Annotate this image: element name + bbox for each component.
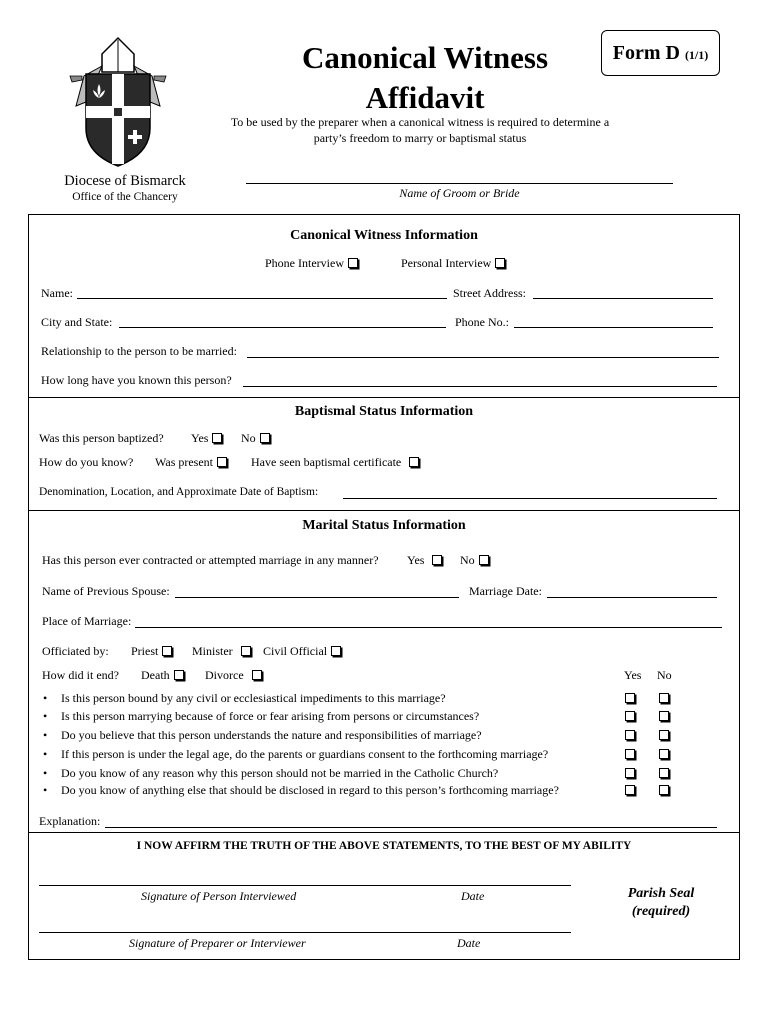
phone-number-field[interactable] [514, 327, 713, 328]
phone-number-label: Phone No.: [455, 315, 509, 329]
contracted-question: Has this person ever contracted or attempted marriage in any manner? [42, 553, 379, 567]
priest-option[interactable] [131, 644, 172, 659]
denomination-field[interactable] [343, 498, 717, 499]
city-state-label: City and State: [41, 315, 113, 329]
preparer-signature-caption: Signature of Preparer or Interviewer [129, 936, 306, 950]
question-3-no-checkbox[interactable] [659, 730, 669, 740]
column-yes-header: Yes [624, 668, 642, 682]
preparer-date-caption: Date [457, 936, 481, 950]
phone-interview-checkbox[interactable] [348, 258, 358, 268]
baptized-no-option[interactable] [241, 431, 270, 446]
form-label: Form D [612, 42, 680, 64]
civil-official-option[interactable] [263, 644, 341, 659]
question-4-no-checkbox[interactable] [659, 749, 669, 759]
marriage-date-label: Marriage Date: [469, 584, 542, 598]
contracted-yes-label: Yes [407, 553, 425, 567]
question-3-yes-checkbox[interactable] [625, 730, 635, 740]
question-item: • Do you know of any reason why this person should not be married in the Catholic Church? [61, 766, 498, 781]
groom-bride-name-field[interactable] [246, 183, 673, 184]
affirm-statement: I NOW AFFIRM THE TRUTH OF THE ABOVE STATEMENTS, TO THE BEST OF MY ABILITY [136, 840, 632, 852]
death-option[interactable] [141, 668, 184, 683]
divorce-checkbox[interactable] [252, 670, 262, 680]
question-item: • Is this person bound by any civil or ecclesiastical impediments to this marriage? [61, 691, 446, 706]
minister-label: Minister [192, 644, 233, 658]
office-name: Office of the Chancery [72, 191, 178, 203]
seen-certificate-checkbox[interactable] [409, 457, 419, 467]
question-2-yes-checkbox[interactable] [625, 711, 635, 721]
phone-interview-option[interactable] [265, 256, 358, 271]
officiated-by-label: Officiated by: [42, 644, 109, 658]
seen-certificate-label: Have seen baptismal certificate [251, 455, 402, 469]
diocese-name: Diocese of Bismarck [64, 173, 186, 189]
title-line-2: Affidavit [365, 80, 485, 115]
question-5-no-checkbox[interactable] [659, 768, 669, 778]
contracted-no-option[interactable] [460, 553, 489, 568]
form-title [270, 38, 580, 118]
form-page: (1/1) [684, 48, 709, 62]
death-checkbox[interactable] [174, 670, 184, 680]
personal-interview-checkbox[interactable] [495, 258, 505, 268]
contracted-no-label: No [460, 553, 475, 567]
groom-bride-caption: Name of Groom or Bride [399, 186, 520, 200]
was-present-checkbox[interactable] [217, 457, 227, 467]
marriage-date-field[interactable] [547, 597, 717, 598]
column-no-header: No [657, 668, 672, 682]
interviewed-date-caption: Date [461, 889, 485, 903]
form-id-box [601, 30, 720, 76]
seen-certificate-option[interactable] [251, 455, 419, 470]
previous-spouse-label: Name of Previous Spouse: [42, 584, 170, 598]
baptized-no-label: No [241, 431, 256, 445]
contracted-yes-checkbox[interactable] [432, 555, 442, 565]
interviewed-signature-field[interactable] [39, 885, 571, 886]
name-label: Name: [41, 286, 73, 300]
explanation-field[interactable] [105, 827, 717, 828]
personal-interview-option[interactable] [401, 256, 505, 271]
baptism-heading: Baptismal Status Information [294, 404, 474, 419]
divorce-label: Divorce [205, 668, 244, 682]
question-5-yes-checkbox[interactable] [625, 768, 635, 778]
relationship-field[interactable] [247, 357, 719, 358]
question-4-yes-checkbox[interactable] [625, 749, 635, 759]
priest-checkbox[interactable] [162, 646, 172, 656]
interviewed-signature-caption: Signature of Person Interviewed [141, 889, 297, 903]
witness-heading: Canonical Witness Information [290, 228, 478, 243]
affirm-divider [29, 832, 739, 833]
previous-spouse-field[interactable] [175, 597, 459, 598]
street-address-field[interactable] [533, 298, 713, 299]
marital-heading: Marital Status Information [302, 518, 466, 533]
question-item: • Do you know of anything else that should be disclosed in regard to this person’s forthcoming marriage? [61, 783, 559, 798]
baptized-yes-label: Yes [191, 431, 209, 445]
place-of-marriage-label: Place of Marriage: [42, 614, 132, 628]
how-long-field[interactable] [243, 386, 717, 387]
phone-interview-label: Phone Interview [265, 256, 344, 270]
how-long-label: How long have you known this person? [41, 373, 232, 387]
subtitle-line-2: party’s freedom to marry or baptismal status [313, 131, 527, 145]
priest-label: Priest [131, 644, 159, 658]
civil-official-checkbox[interactable] [331, 646, 341, 656]
question-item: • If this person is under the legal age, do the parents or guardians consent to the forthcoming marriage? [61, 747, 548, 762]
was-present-option[interactable] [155, 455, 227, 470]
parish-seal-area [601, 885, 721, 921]
how-know-label: How do you know? [39, 455, 134, 469]
baptized-yes-option[interactable] [191, 431, 222, 446]
question-6-yes-checkbox[interactable] [625, 785, 635, 795]
contracted-no-checkbox[interactable] [479, 555, 489, 565]
question-item: • Do you believe that this person understands the nature and responsibilities of marriage? [61, 728, 482, 743]
baptized-no-checkbox[interactable] [260, 433, 270, 443]
parish-seal-required: (required) [631, 904, 691, 919]
marital-section [28, 510, 740, 960]
relationship-label: Relationship to the person to be married: [41, 344, 237, 358]
question-item: • Is this person marrying because of force or fear arising from persons or circumstances? [61, 709, 479, 724]
place-of-marriage-field[interactable] [135, 627, 722, 628]
street-address-label: Street Address: [453, 286, 526, 300]
question-1-yes-checkbox[interactable] [625, 693, 635, 703]
name-field[interactable] [77, 298, 447, 299]
explanation-label: Explanation: [39, 814, 101, 828]
civil-official-label: Civil Official [263, 644, 328, 658]
city-state-field[interactable] [119, 327, 446, 328]
was-present-label: Was present [155, 455, 214, 469]
parish-seal-label: Parish Seal [627, 886, 695, 901]
question-1-no-checkbox[interactable] [659, 693, 669, 703]
form-subtitle [210, 114, 630, 146]
baptism-section [28, 397, 740, 511]
personal-interview-label: Personal Interview [401, 256, 492, 270]
diocese-crest-logo [62, 36, 174, 168]
preparer-signature-field[interactable] [39, 932, 571, 933]
minister-option[interactable] [192, 644, 251, 659]
denomination-label: Denomination, Location, and Approximate Date of Baptism: [39, 486, 319, 498]
baptized-yes-checkbox[interactable] [212, 433, 222, 443]
baptized-question: Was this person baptized? [39, 431, 164, 445]
question-2-no-checkbox[interactable] [659, 711, 669, 721]
how-end-label: How did it end? [42, 668, 119, 682]
minister-checkbox[interactable] [241, 646, 251, 656]
title-line-1: Canonical Witness [301, 40, 549, 75]
subtitle-line-1: To be used by the preparer when a canonical witness is required to determine a [230, 115, 610, 129]
divorce-option[interactable] [205, 668, 262, 683]
death-label: Death [141, 668, 170, 682]
witness-section [28, 214, 740, 398]
question-6-no-checkbox[interactable] [659, 785, 669, 795]
contracted-yes-option[interactable] [407, 553, 442, 568]
